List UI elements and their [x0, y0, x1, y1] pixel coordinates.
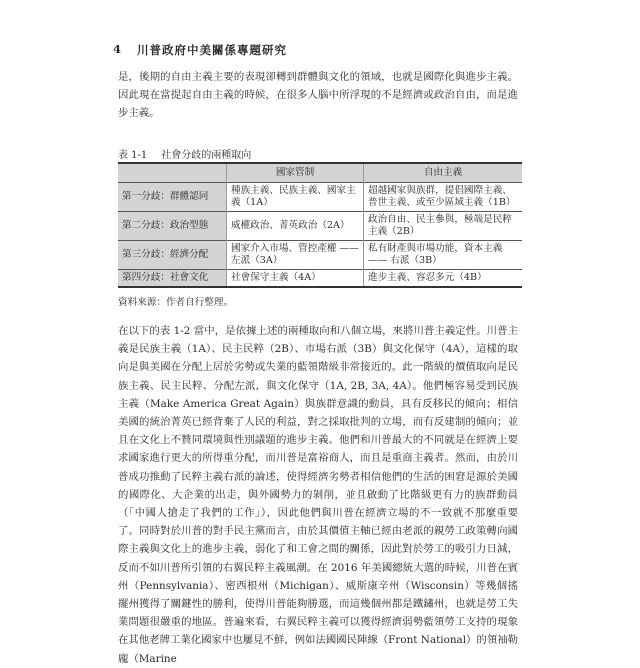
running-title: 川普政府中美關係專題研究 [137, 43, 287, 57]
dimension-cell: 第二分歧：政治型態 [118, 212, 227, 241]
state-cell: 威權政治、菁英政治（2A） [227, 212, 364, 241]
table-title: 社會分歧的兩種取向 [161, 150, 252, 161]
dimension-cell: 第一分歧：群體認同 [118, 183, 227, 212]
comparison-table [118, 162, 522, 288]
body-paragraph: 在以下的表 1-2 當中，是依據上述的兩種取向和八個立場，來將川普主義定性。川普主義是民族主義（1A）、民主民粹（2B）、市場右派（3B）與文化保守（4A），這樣的取向是與美國在分配上居於劣勢或失業的藍領階級非常接近的。此一階級的價值取向是民族主義、民主民粹、分配左派，與文化保守（1A, 2B, 3A, 4A）。他們極容易受到民族主義（Make America Great Again）與族群意識的動員，具有反移民的傾向；相信美國的統治菁英已經背棄了人民的利益，對之採取批判的立場，而有反建制的傾向；並且在文化上不贊同環境與性別議題的進步主義。他們和川普最大的不同就是在經濟上要求國家進行更大的所得重分配，而川普是富裕商人，而且是重商主義者。然而，由於川普成功推動了民粹主義右派的論述，使得經濟劣勢者相信他們的生活的困窘是源於美國的國際化、大企業的出走，與外國勢力的剝削，並且啟動了比階級更有力的族群動員（「中國人搶走了我們的工作」），因此他們與川普在經濟立場的不一致就不那麼重要了。同時對於川普的對手民主黨而言，由於其價值主軸已經由老派的親勞工政策轉向國際主義與文化上的進步主義，弱化了和工會之間的關係，因此對於勞工的吸引力日減，反而不如川普所引領的右翼民粹主義風潮。在 2016 年美國總統大選的時候，川普在賓州（Pennsylvania）、密西根州（Michigan）、威斯康辛州（Wisconsin）等幾個搖擺州獲得了關鍵性的勝利，使得川普能夠勝選，而這幾個州都是鐵鏽州，也就是勞工失業問題很嚴重的地區。普遍來看，右翼民粹主義可以獲得經濟弱勢藍領勞工支持的現象在其他老牌工業化國家中也屢見不鮮，例如法國國民陣線（Front National）的領袖勒龐（Marine [118, 325, 518, 665]
table-header-row [118, 163, 522, 183]
state-cell: 種族主義、民族主義、國家主義（1A） [227, 183, 364, 212]
page-number: 4 [113, 42, 122, 56]
page-header [113, 42, 533, 62]
intro-paragraph: 是，後期的自由主義主要的表現卻轉到群體與文化的領域，也就是國際化與進步主義。因此現在當提起自由主義的時候，在很多人腦中所浮現的不是經濟或政治自由，而是進步主義。 [118, 71, 518, 120]
table-caption [118, 146, 265, 161]
liberal-cell: 政治自由、民主參與，極端是民粹主義（2B） [364, 212, 523, 241]
table-row [118, 183, 522, 212]
state-cell: 社會保守主義（4A） [227, 270, 364, 288]
table-label: 表 1-1 [118, 150, 148, 161]
table-source-note: 資料來源：作者自行整理。 [118, 297, 234, 308]
liberal-cell: 進步主義、容忍多元（4B） [364, 270, 523, 288]
state-cell: 國家介入市場、管控產權 —— 左派（3A） [227, 241, 364, 270]
liberal-cell: 私有財產與市場功能，資本主義 —— 右派（3B） [364, 241, 523, 270]
table-row [118, 241, 522, 270]
dimension-cell: 第三分歧：經濟分配 [118, 241, 227, 270]
header-cell-liberal: 自由主義 [364, 163, 523, 183]
liberal-cell: 超越國家與族群，提倡國際主義、普世主義、或至少區域主義（1B） [364, 183, 523, 212]
table-row [118, 212, 522, 241]
header-cell-state: 國家管制 [227, 163, 364, 183]
table-row [118, 270, 522, 288]
header-cell-empty [118, 163, 227, 183]
dimension-cell: 第四分歧：社會文化 [118, 270, 227, 288]
